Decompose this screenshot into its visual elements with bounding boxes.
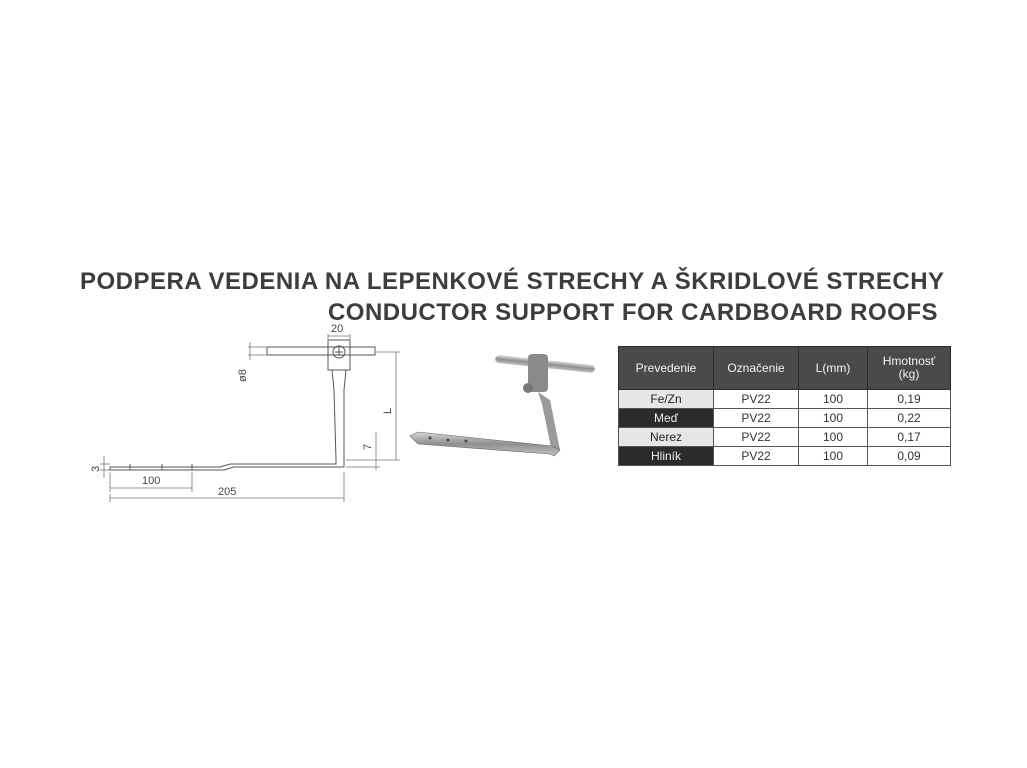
title-slovak: PODPERA VEDENIA NA LEPENKOVÉ STRECHY A ŠKRIDLOVÉ STRECHY (80, 268, 945, 295)
photo-base (410, 432, 560, 456)
title-english: CONDUCTOR SUPPORT FOR CARDBOARD ROOFS (327, 299, 938, 326)
header-weight-unit: (kg) (898, 367, 920, 381)
cell-length: 100 (799, 409, 868, 428)
cell-variant: Nerez (619, 428, 714, 447)
table-row (619, 390, 951, 409)
table-row (619, 428, 951, 447)
title-block (80, 266, 945, 328)
header-variant: Prevedenie (619, 347, 714, 390)
cell-weight: 0,17 (868, 428, 951, 447)
cell-variant: Fe/Zn (619, 390, 714, 409)
cell-variant: Hliník (619, 447, 714, 466)
product-photo (400, 340, 610, 480)
cell-weight: 0,19 (868, 390, 951, 409)
dim-offset-label: 7 (362, 443, 374, 450)
technical-drawing-svg (80, 322, 420, 512)
header-length: L(mm) (799, 347, 868, 390)
cell-code: PV22 (714, 390, 799, 409)
vertical-strap (332, 370, 346, 460)
cell-code: PV22 (714, 409, 799, 428)
table-row (619, 447, 951, 466)
cell-length: 100 (799, 390, 868, 409)
table-row (619, 409, 951, 428)
header-weight (868, 347, 951, 390)
dim-width-label: 20 (331, 323, 344, 335)
cell-code: PV22 (714, 428, 799, 447)
dim-thickness-label: 3 (90, 465, 102, 472)
cell-length: 100 (799, 428, 868, 447)
header-weight-label: Hmotnosť (882, 354, 936, 368)
technical-drawing (80, 322, 420, 512)
cell-weight: 0,22 (868, 409, 951, 428)
product-photo-svg (400, 340, 610, 480)
cell-code: PV22 (714, 447, 799, 466)
photo-strap (538, 392, 560, 452)
dim-length-label: 205 (218, 486, 237, 498)
dim-height-label: L (382, 407, 394, 414)
cell-length: 100 (799, 447, 868, 466)
spec-table (618, 346, 951, 466)
dim-spacing-label: 100 (142, 475, 161, 487)
cell-variant: Meď (619, 409, 714, 428)
cell-weight: 0,09 (868, 447, 951, 466)
rod-shape (267, 347, 375, 355)
table-header-row (619, 347, 951, 390)
dim-diameter-label: ø8 (237, 369, 249, 382)
header-code: Označenie (714, 347, 799, 390)
